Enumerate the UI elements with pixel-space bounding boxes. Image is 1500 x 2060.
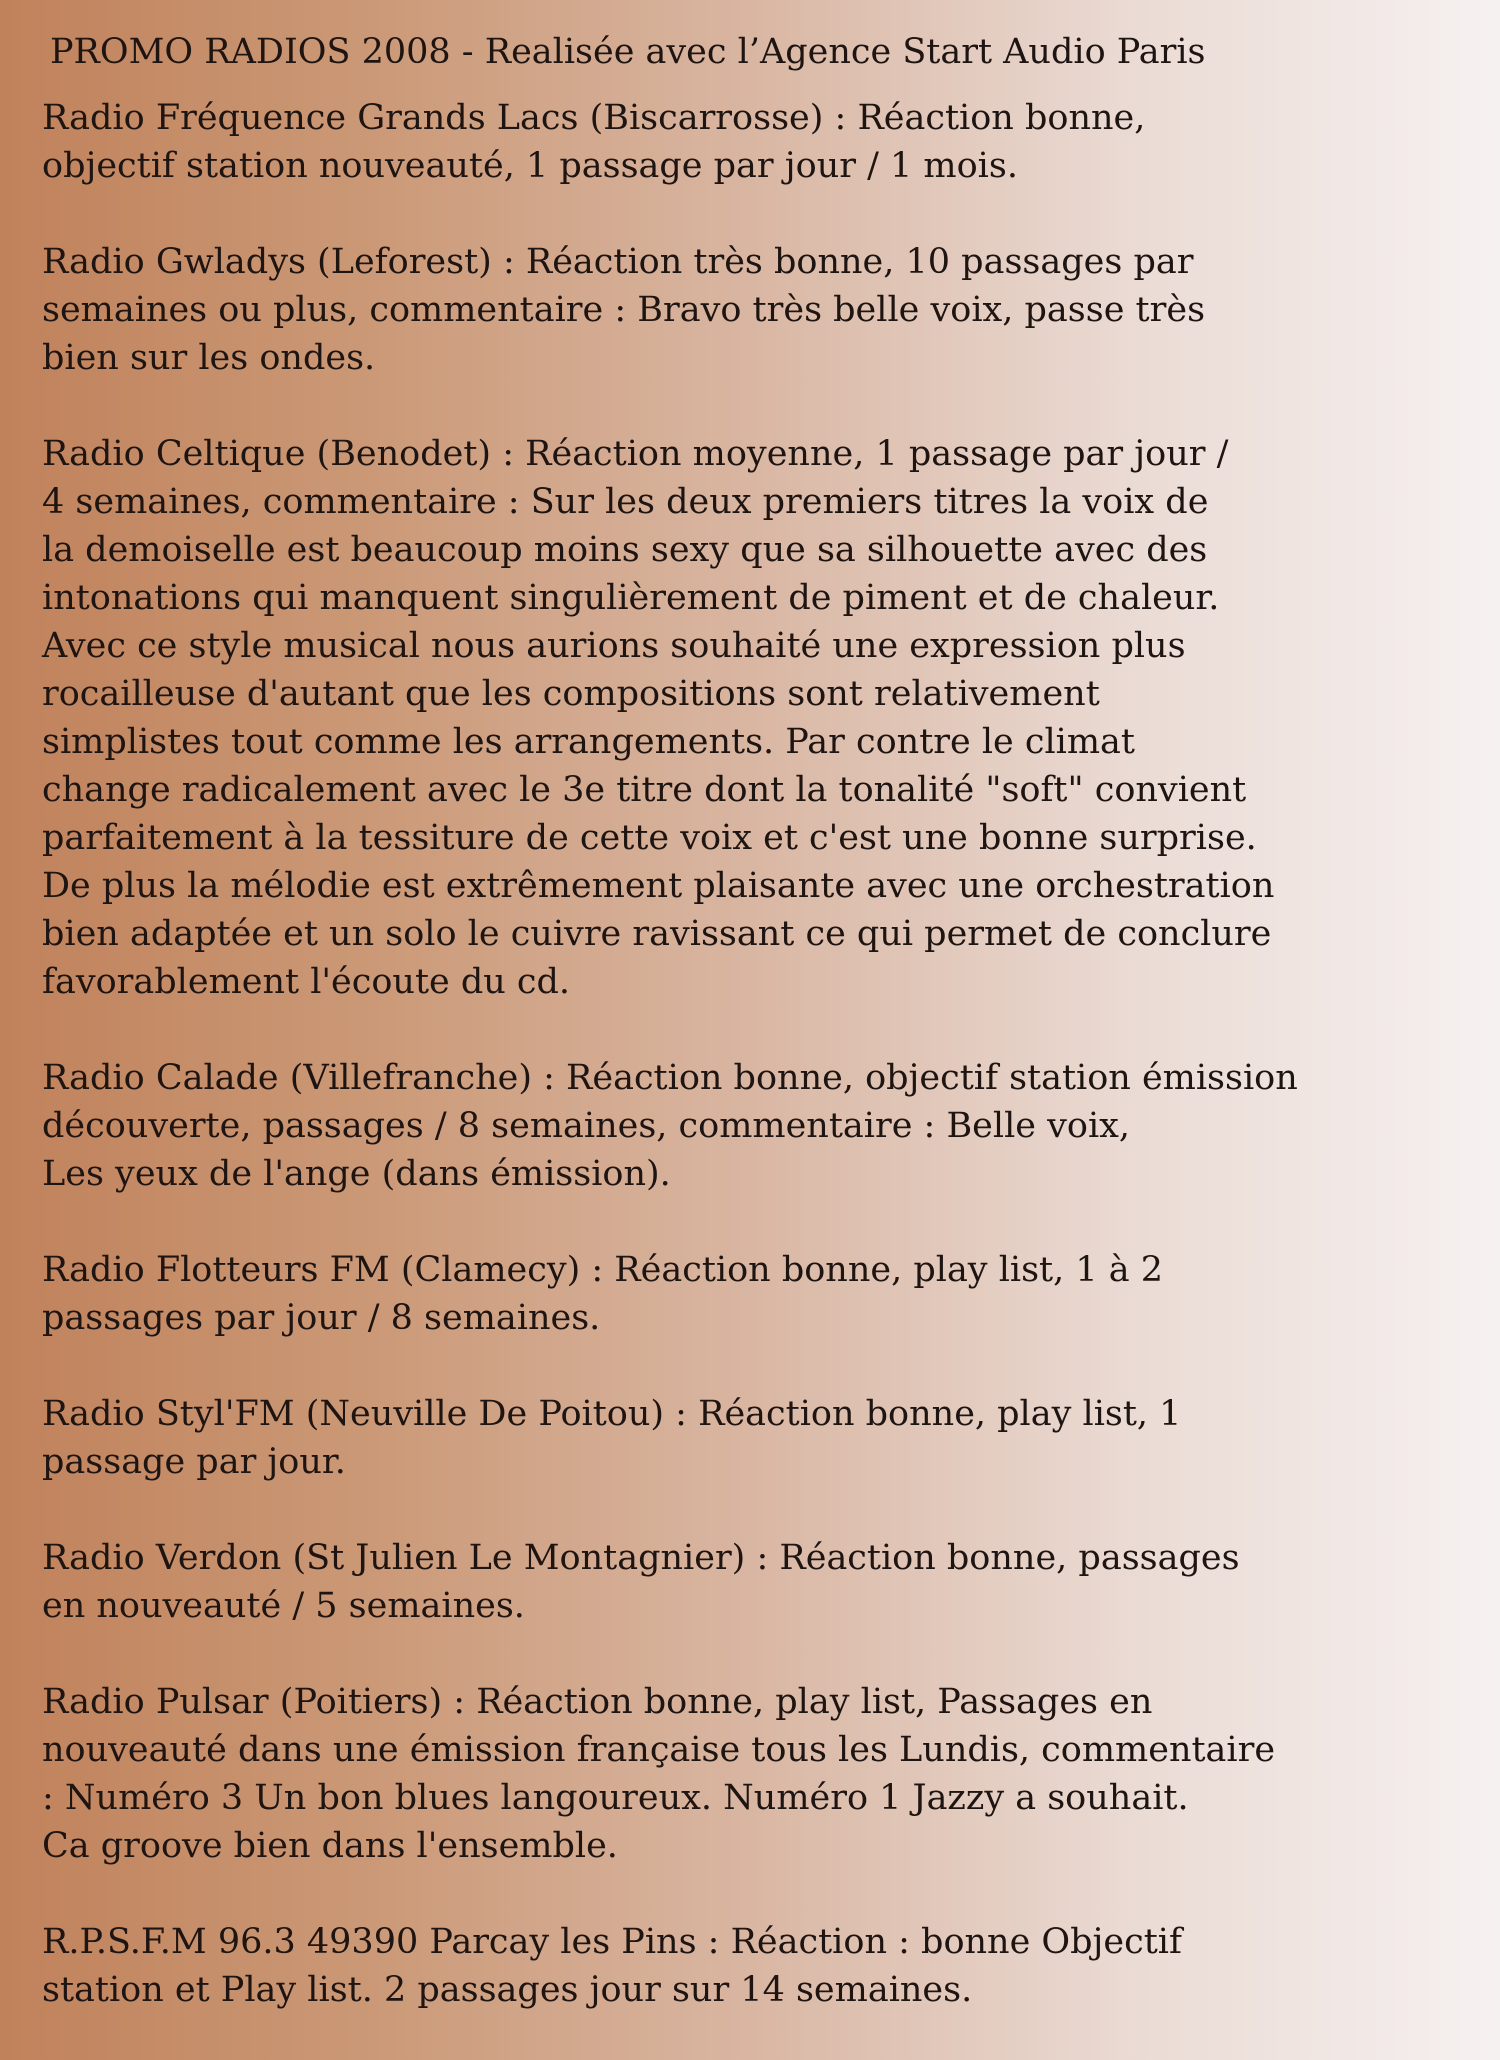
entry-line: bien adaptée et un solo le cuivre ravissant ce qui permet de conclure [42, 914, 1272, 954]
entry-line: simplistes tout comme les arrangements. Par contre le climat [42, 722, 1135, 762]
radio-entry-flotteurs [42, 1246, 1480, 1342]
entry-line: Ca groove bien dans l'ensemble. [42, 1826, 618, 1866]
entry-line: : Numéro 3 Un bon blues langoureux. Numéro 1 Jazzy a souhait. [42, 1778, 1189, 1818]
entry-line: passages par jour / 8 semaines. [42, 1298, 601, 1338]
entry-line: nouveauté dans une émission française tous les Lundis, commentaire [42, 1730, 1276, 1770]
entry-line: Radio Pulsar (Poitiers) : Réaction bonne, play list, Passages en [42, 1682, 1153, 1722]
entry-line: R.P.S.F.M 96.3 49390 Parcay les Pins : Réaction : bonne Objectif [42, 1922, 1182, 1962]
entry-line: en nouveauté / 5 semaines. [42, 1586, 525, 1626]
entry-line: Radio Calade (Villefranche) : Réaction bonne, objectif station émission [42, 1058, 1298, 1098]
entry-line: découverte, passages / 8 semaines, commentaire : Belle voix, [42, 1106, 1131, 1146]
radio-entry-pulsar [42, 1678, 1480, 1870]
entry-line: passage par jour. [42, 1442, 346, 1482]
entry-line: station et Play list. 2 passages jour sur 14 semaines. [42, 1970, 973, 2010]
radio-entry-celtique [42, 430, 1480, 1006]
radio-entry-calade [42, 1054, 1480, 1198]
entry-line: rocailleuse d'autant que les compositions sont relativement [42, 674, 1100, 714]
radio-entry-verdon [42, 1534, 1480, 1630]
radio-entry-rpsfm [42, 1918, 1480, 2014]
entry-line: semaines ou plus, commentaire : Bravo très belle voix, passe très [42, 290, 1206, 330]
radio-entry-gwladys [42, 238, 1480, 382]
entry-line: Radio Verdon (St Julien Le Montagnier) : Réaction bonne, passages [42, 1538, 1240, 1578]
entry-line: 4 semaines, commentaire : Sur les deux premiers titres la voix de [42, 482, 1209, 522]
entry-line: Radio Celtique (Benodet) : Réaction moyenne, 1 passage par jour / [42, 434, 1229, 474]
radio-entry-grands-lacs [42, 94, 1480, 190]
entry-line: Radio Gwladys (Leforest) : Réaction très bonne, 10 passages par [42, 242, 1194, 282]
entry-line: Radio Flotteurs FM (Clamecy) : Réaction bonne, play list, 1 à 2 [42, 1250, 1164, 1290]
document-title: PROMO RADIOS 2008 - Realisée avec l’Agence Start Audio Paris [50, 32, 1206, 72]
entry-line: intonations qui manquent singulièrement de piment et de chaleur. [42, 578, 1220, 618]
entry-line: Les yeux de l'ange (dans émission). [42, 1154, 671, 1194]
entry-line: De plus la mélodie est extrêmement plaisante avec une orchestration [42, 866, 1275, 906]
entry-line: Avec ce style musical nous aurions souhaité une expression plus [42, 626, 1186, 666]
entry-line: Radio Styl'FM (Neuville De Poitou) : Réaction bonne, play list, 1 [42, 1394, 1182, 1434]
entry-line: bien sur les ondes. [42, 338, 376, 378]
entry-line: change radicalement avec le 3e titre dont la tonalité "soft" convient [42, 770, 1247, 810]
entry-line: parfaitement à la tessiture de cette voix et c'est une bonne surprise. [42, 818, 1257, 858]
entry-line: la demoiselle est beaucoup moins sexy que sa silhouette avec des [42, 530, 1208, 570]
entry-line: Radio Fréquence Grands Lacs (Biscarrosse) : Réaction bonne, [42, 98, 1146, 138]
entry-line: favorablement l'écoute du cd. [42, 962, 571, 1002]
entry-line: objectif station nouveauté, 1 passage par jour / 1 mois. [42, 146, 1018, 186]
radio-entry-stylfm [42, 1390, 1480, 1486]
